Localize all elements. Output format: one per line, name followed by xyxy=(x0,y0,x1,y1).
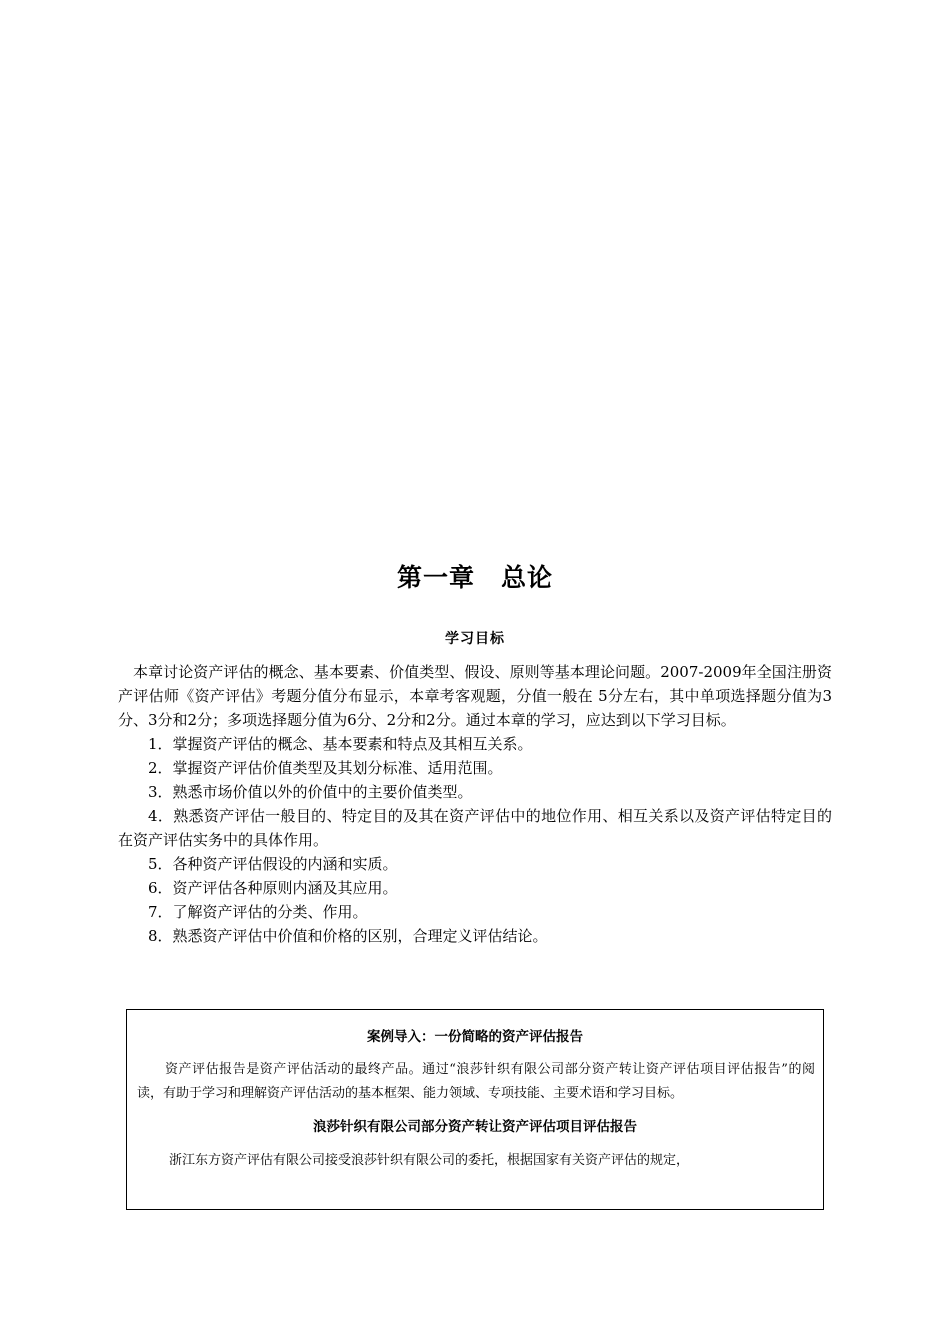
section-heading-learning-objectives: 学习目标 xyxy=(445,631,505,647)
report-body-paragraph: 浙江东方资产评估有限公司接受浪莎针织有限公司的委托，根据国家有关资产评估的规定， xyxy=(169,1153,690,1168)
list-item-text: 掌握资产评估价值类型及其划分标准、适用范围。 xyxy=(172,759,503,777)
chapter-title: 第一章 总论 xyxy=(396,563,553,592)
list-item-number: 4． xyxy=(148,807,174,825)
list-item xyxy=(118,780,832,804)
list-item-number: 2． xyxy=(148,759,173,777)
list-item xyxy=(118,876,832,900)
list-item xyxy=(118,804,832,852)
list-item-text: 熟悉资产评估中价值和价格的区别，合理定义评估结论。 xyxy=(172,927,548,945)
list-item-text: 掌握资产评估的概念、基本要素和特点及其相互关系。 xyxy=(172,735,533,753)
list-item xyxy=(118,756,832,780)
list-item-text: 了解资产评估的分类、作用。 xyxy=(172,903,368,921)
list-item-number: 3． xyxy=(148,783,173,801)
case-box-title: 案例导入：一份简略的资产评估报告 xyxy=(367,1029,583,1045)
intro-paragraph: 本章讨论资产评估的概念、基本要素、价值类型、假设、原则等基本理论问题。2007-2009年全国注册资产评估师《资产评估》考题分值分布显示，本章考客观题，分值一般在 5分左右，其中单项选择题分值为3分、3分和2分；多项选择题分值为6分、2分和2分。通过本章的学习，应达到以下学习目标。 xyxy=(118,663,832,729)
list-item-number: 5． xyxy=(148,855,173,873)
list-item-text: 各种资产评估假设的内涵和实质。 xyxy=(172,855,398,873)
list-item-text: 熟悉资产评估一般目的、特定目的及其在资产评估中的地位作用、相互关系以及资产评估特定目的在资产评估实务中的具体作用。 xyxy=(118,807,832,849)
list-item-number: 1． xyxy=(148,735,173,753)
case-intro-box xyxy=(126,1009,824,1210)
list-item-number: 6． xyxy=(148,879,173,897)
list-item xyxy=(118,732,832,756)
objectives-list xyxy=(118,732,832,948)
list-item xyxy=(118,852,832,876)
report-title: 浪莎针织有限公司部分资产转让资产评估项目评估报告 xyxy=(313,1119,637,1135)
list-item-number: 7． xyxy=(148,903,173,921)
list-item xyxy=(118,900,832,924)
objectives-body xyxy=(118,660,832,948)
case-intro-paragraph: 资产评估报告是资产评估活动的最终产品。通过“浪莎针织有限公司部分资产转让资产评估项目评估报告”的阅读，有助于学习和理解资产评估活动的基本框架、能力领域、专项技能、主要术语和学习目标。 xyxy=(137,1062,815,1101)
list-item-number: 8． xyxy=(148,927,173,945)
list-item-text: 熟悉市场价值以外的价值中的主要价值类型。 xyxy=(172,783,473,801)
list-item-text: 资产评估各种原则内涵及其应用。 xyxy=(172,879,398,897)
list-item xyxy=(118,924,832,948)
